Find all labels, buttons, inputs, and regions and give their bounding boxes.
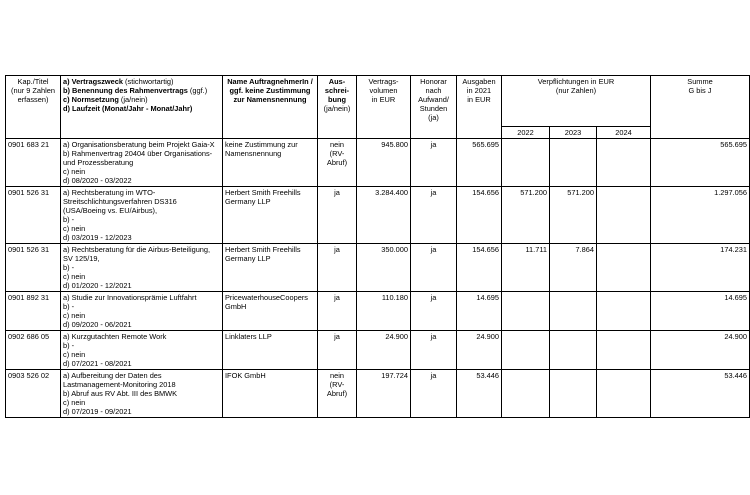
cell-2024 [597, 331, 651, 370]
cell-2023: 571.200 [550, 187, 597, 244]
cell-vertragszweck [61, 187, 223, 244]
cell-kap: 0903 526 02 [6, 370, 61, 418]
cell-kap: 0901 892 31 [6, 292, 61, 331]
cell-ausschreibung-line: Abruf) [326, 158, 348, 167]
cell-vertragsvolumen: 110.180 [357, 292, 411, 331]
cell-vertragsvolumen: 197.724 [357, 370, 411, 418]
cell-vertragszweck-line: c) nein [63, 311, 86, 320]
table-row [6, 370, 750, 418]
cell-ausschreibung [318, 139, 357, 187]
cell-ausschreibung-line: (RV- [329, 380, 345, 389]
cell-vertragszweck-line: d) 07/2019 - 09/2021 [63, 407, 132, 416]
cell-2023 [550, 370, 597, 418]
cell-vertragsvolumen: 3.284.400 [357, 187, 411, 244]
contracts-table [5, 75, 750, 418]
cell-2022 [502, 292, 550, 331]
cell-ausschreibung-line: nein [330, 371, 344, 380]
table-row [6, 187, 750, 244]
cell-honorar: ja [411, 370, 457, 418]
cell-auftragnehmer-line: PricewaterhouseCoopers [225, 293, 308, 302]
cell-ausschreibung [318, 292, 357, 331]
cell-vertragszweck-line: c) nein [63, 224, 86, 233]
cell-auftragnehmer-line: IFOK GmbH [225, 371, 266, 380]
cell-summe: 565.695 [651, 139, 750, 187]
cell-summe: 14.695 [651, 292, 750, 331]
cell-honorar: ja [411, 187, 457, 244]
cell-honorar: ja [411, 139, 457, 187]
cell-2024 [597, 292, 651, 331]
cell-2023 [550, 331, 597, 370]
cell-2024 [597, 139, 651, 187]
cell-2024 [597, 187, 651, 244]
cell-vertragszweck-line: a) Rechtsberatung für die Airbus-Beteiligung, [63, 245, 211, 254]
cell-vertragszweck-line: a) Aufbereitung der Daten des [63, 371, 162, 380]
cell-auftragnehmer-line: Herbert Smith Freehills [225, 188, 301, 197]
cell-vertragszweck-line: c) nein [63, 350, 86, 359]
cell-2023 [550, 139, 597, 187]
cell-ausgaben: 53.446 [457, 370, 502, 418]
cell-ausschreibung-line: ja [334, 332, 340, 341]
cell-ausschreibung [318, 244, 357, 292]
header-ausschreibung: Aus- schrei- bung (ja/nein) [318, 76, 357, 139]
cell-summe: 24.900 [651, 331, 750, 370]
cell-ausgaben: 565.695 [457, 139, 502, 187]
cell-auftragnehmer-line: Herbert Smith Freehills [225, 245, 301, 254]
cell-ausschreibung-line: ja [334, 293, 340, 302]
table-row [6, 331, 750, 370]
header-auftragnehmer: Name AuftragnehmerIn / ggf. keine Zustimmung zur Namensnennung [223, 76, 318, 139]
cell-ausschreibung-line: ja [334, 188, 340, 197]
cell-ausschreibung [318, 331, 357, 370]
cell-auftragnehmer-line: keine Zustimmung zur [225, 140, 298, 149]
cell-2022 [502, 139, 550, 187]
cell-ausschreibung-line: Abruf) [326, 389, 348, 398]
cell-2024 [597, 370, 651, 418]
cell-vertragszweck [61, 331, 223, 370]
header-year-2022: 2022 [502, 127, 550, 139]
header-row [6, 76, 750, 127]
cell-vertragszweck-line: b) Abruf aus RV Abt. III des BMWK [63, 389, 178, 398]
cell-honorar: ja [411, 292, 457, 331]
header-verpflichtungen: Verpflichtungen in EUR (nur Zahlen) [502, 76, 651, 127]
cell-vertragszweck-line: c) nein [63, 167, 86, 176]
cell-ausgaben: 154.656 [457, 244, 502, 292]
cell-vertragszweck-line: SV 125/19, [63, 254, 100, 263]
cell-vertragszweck-line: a) Kurzgutachten Remote Work [63, 332, 167, 341]
table-row [6, 292, 750, 331]
cell-vertragszweck [61, 370, 223, 418]
cell-summe: 53.446 [651, 370, 750, 418]
cell-ausschreibung-line: ja [334, 245, 340, 254]
cell-vertragszweck-line: d) 01/2020 - 12/2021 [63, 281, 132, 290]
header-vertragsvolumen: Vertrags- volumen in EUR [357, 76, 411, 139]
header-honorar: Honorar nach Aufwand/ Stunden (ja) [411, 76, 457, 139]
cell-vertragszweck-line: c) nein [63, 272, 86, 281]
cell-2022: 571.200 [502, 187, 550, 244]
cell-vertragszweck-line: a) Organisationsberatung beim Projekt Gaia-X [63, 140, 215, 149]
cell-auftragnehmer [223, 187, 318, 244]
cell-2022: 11.711 [502, 244, 550, 292]
cell-auftragnehmer-line: Linklaters LLP [225, 332, 272, 341]
cell-2024 [597, 244, 651, 292]
cell-vertragszweck-line: c) nein [63, 398, 86, 407]
cell-2022 [502, 370, 550, 418]
cell-vertragszweck-line: a) Studie zur Innovationsprämie Luftfahrt [63, 293, 197, 302]
cell-ausgaben: 154.656 [457, 187, 502, 244]
header-kap: Kap./Titel (nur 9 Zahlen erfassen) [6, 76, 61, 139]
header-vertragszweck: a) Vertragszweck (stichwortartig) b) Benennung des Rahmenvertrags (ggf.) c) Normsetzung (ja/nein) d) Laufzeit (Monat/Jahr - Monat/Jahr) [61, 76, 223, 139]
cell-ausschreibung-line: (RV- [329, 149, 345, 158]
cell-ausschreibung [318, 370, 357, 418]
cell-auftragnehmer [223, 139, 318, 187]
cell-auftragnehmer [223, 244, 318, 292]
cell-vertragszweck-line: d) 08/2020 - 03/2022 [63, 176, 132, 185]
cell-vertragsvolumen: 350.000 [357, 244, 411, 292]
cell-vertragszweck-line: und Prozessberatung [63, 158, 134, 167]
cell-summe: 174.231 [651, 244, 750, 292]
cell-vertragszweck [61, 292, 223, 331]
cell-honorar: ja [411, 331, 457, 370]
cell-auftragnehmer-line: Germany LLP [225, 197, 271, 206]
cell-vertragszweck [61, 244, 223, 292]
cell-kap: 0902 686 05 [6, 331, 61, 370]
cell-vertragszweck-line: Lastmanagement-Monitoring 2018 [63, 380, 176, 389]
cell-summe: 1.297.056 [651, 187, 750, 244]
table-row [6, 244, 750, 292]
cell-2023 [550, 292, 597, 331]
cell-ausgaben: 24.900 [457, 331, 502, 370]
header-year-2023: 2023 [550, 127, 597, 139]
cell-ausschreibung [318, 187, 357, 244]
cell-vertragszweck-line: b) - [63, 341, 75, 350]
cell-vertragszweck-line: d) 09/2020 - 06/2021 [63, 320, 132, 329]
cell-vertragszweck-line: Streitschlichtungsverfahren DS316 [63, 197, 177, 206]
cell-vertragszweck-line: d) 07/2021 - 08/2021 [63, 359, 132, 368]
cell-ausschreibung-line: nein [330, 140, 344, 149]
cell-auftragnehmer-line: Germany LLP [225, 254, 271, 263]
header-ausgaben: Ausgaben in 2021 in EUR [457, 76, 502, 139]
cell-vertragszweck-line: (USA/Boeing vs. EU/Airbus), [63, 206, 158, 215]
header-summe: Summe G bis J [651, 76, 750, 139]
cell-kap: 0901 526 31 [6, 187, 61, 244]
cell-vertragsvolumen: 24.900 [357, 331, 411, 370]
cell-vertragszweck-line: d) 03/2019 - 12/2023 [63, 233, 132, 242]
cell-kap: 0901 683 21 [6, 139, 61, 187]
cell-vertragszweck-line: b) - [63, 263, 75, 272]
cell-auftragnehmer [223, 370, 318, 418]
cell-vertragsvolumen: 945.800 [357, 139, 411, 187]
header-year-2024: 2024 [597, 127, 651, 139]
cell-2023: 7.864 [550, 244, 597, 292]
cell-kap: 0901 526 31 [6, 244, 61, 292]
cell-honorar: ja [411, 244, 457, 292]
cell-ausgaben: 14.695 [457, 292, 502, 331]
cell-auftragnehmer [223, 331, 318, 370]
cell-vertragszweck-line: b) - [63, 215, 75, 224]
cell-vertragszweck-line: a) Rechtsberatung im WTO- [63, 188, 156, 197]
cell-auftragnehmer-line: Namensnennung [225, 149, 282, 158]
cell-auftragnehmer [223, 292, 318, 331]
table-row [6, 139, 750, 187]
cell-vertragszweck [61, 139, 223, 187]
cell-vertragszweck-line: b) - [63, 302, 75, 311]
cell-auftragnehmer-line: GmbH [225, 302, 247, 311]
cell-vertragszweck-line: b) Rahmenvertrag 20404 über Organisations- [63, 149, 213, 158]
cell-2022 [502, 331, 550, 370]
